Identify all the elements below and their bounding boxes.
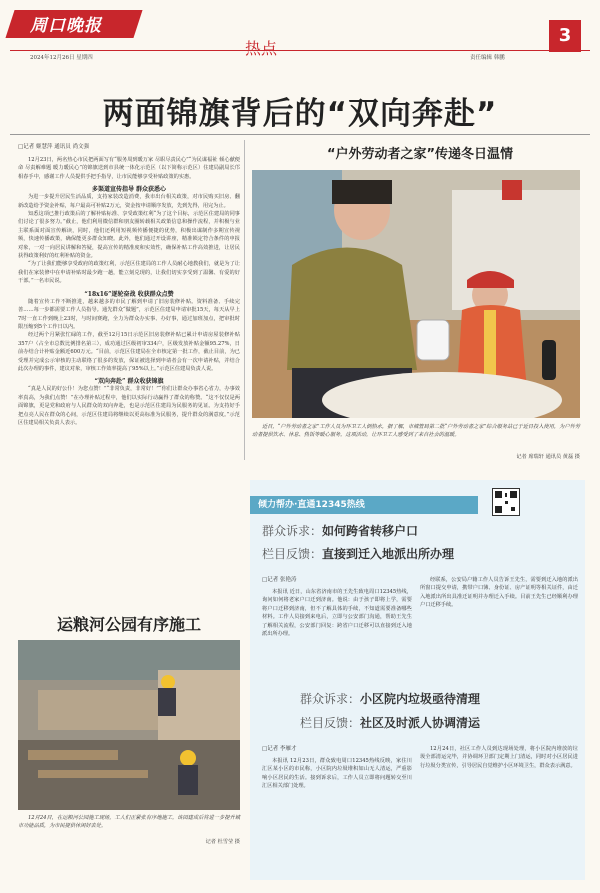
hotline-body-1: 本报讯 近日，山东省济南市的王先生致电周口12345热线，询问如何将老家户口迁到济南。他说：由于孩子即将上学，需要将户口迁移到济南，但不了解具体的手续，不知道需要准备哪些材料。工作人员接到来电后，立即与公安部门沟通，帮助王先生了解相关流程，公安部门回复：跨省户口迁移可以直接到迁入地派出所办理。 [262, 589, 412, 638]
left-article-para-5: 经过两个月紧张忙碌的工作，截至12月15日示范区旧房装修补贴已累计申请房屋装修补贴357户（占全市总数比例排名第三），成功通过区级初审334户，区级发放补贴金额95.27%，日前办结合计补贴金额近600万元。“目前，示范区住建局在全市核定第一批工作，截止目前，为已受理并完成公示审核的主动联络了很多的发放，保证被选择到申请者会有一次申请补贴，并结合此次办理的事件，建议对象，审核工作效率提高了95%以上。”示范区住建局负责人说。 [18, 332, 240, 372]
hotline-q2-appeal [300, 690, 480, 707]
hotline-q2-reply [300, 714, 480, 731]
hotline-body-2b: 12月24日，社区工作人员到达现场处理，将小区院内堆放的垃圾全部清运完毕，并协调环卫部门定期上门清运，同时对小区居民进行垃圾分类宣传，引导居民自觉维护小区环境卫生，群众表示满意。 [420, 746, 578, 769]
hotline-byline-1: □记者 张艳涛 [262, 577, 297, 583]
editor-line: 责任编辑 韩鹏 [470, 55, 505, 61]
qr-code-art [493, 489, 519, 515]
left-article-lead: 12月23日，两名热心市民把两面写有“服务周到暖万家 尽职尽责民心”“为民谋福祉 倾心献便命 尽责解难题 暖力暖民心”的锦旗送到市县统一体化示范区（以下简称示范区）住建局副局长邝相春手中，感谢工作人员提供手把手指导，让市民能够享受补贴政策的实惠。 [18, 157, 240, 180]
left-article-subhead-3: “双向奔赴” 群众收获锦旗 [94, 378, 164, 386]
right-article-subhead: “户外劳动者之家”传递冬日温情 [326, 147, 514, 162]
hotline-body-1b: 经联系，公安局户籍工作人员告诉王先生，需要到迁入地的派出所窗口提交申请，携带户口簿、身份证、房产证明等相关证件，由迁入地派出所出具准迁证明并办理迁入手续。目前王先生已经顺利办理户口迁移手续。 [420, 577, 578, 609]
hotline-banner: 倾力帮办·直通12345热线 [250, 496, 478, 514]
section-title: 热点 [245, 39, 278, 58]
warm-station-caption: 近日，“户外劳动者之家”工作人员为环卫工人倒热水，据了解，市城管局第二批“户外劳动者之家”综合服务站已于近日投入使用，为户外劳动者提供饮水、休息、热饭等暖心服务。这项活动，让环卫工人感受到了来自社会的温暖。 [252, 424, 580, 439]
hotline-byline-2: □记者 李雁才 [262, 746, 297, 752]
hotline-q1-reply [262, 545, 454, 562]
hotline-q1-appeal [262, 522, 418, 539]
left-article [18, 142, 240, 427]
park-caption: 12月24日，在运粮河公园施工现场，工人们正紧张有序地施工。该园建成后将进一步提升城市功能品质，为市民提供休闲好去处。 [18, 815, 240, 830]
left-article-byline: □记者 姬慧萍 通讯员 尚文强 [18, 144, 89, 150]
q2-appeal-label: 群众诉求： [300, 692, 361, 706]
page-number: 3 [549, 20, 581, 52]
left-article-para-1: 为进一步提升居民生活品质，支持家装改造消费，我市出台相关政策，对市民购买旧房、翻新改造给予资金补贴，每户最高可补贴2万元，资金按申请顺序发放，先到先得，用完为止。 [18, 194, 240, 209]
q2-reply-label: 栏目反馈： [300, 716, 361, 730]
hotline-panel [250, 480, 585, 880]
q1-reply-text: 直接到迁入地派出所办理 [322, 547, 455, 561]
park-credit: 记者 杜雪莹 摄 [205, 839, 240, 845]
warm-station-photo-art [252, 170, 580, 418]
left-article-subhead-1: 多渠道宣传指导 群众获悉心 [91, 186, 167, 194]
q2-appeal-text: 小区院内垃圾亟待清理 [360, 692, 481, 706]
masthead-rule [10, 50, 590, 51]
left-article-para-6: “真是人民的好公仆！为您点赞！”“非常负责，非常好！”“你们让群众办事省心省力，办事效率真高，为我们点赞！”在办理补贴过程中，他们以实际行动赢得了群众的称赞。“这不仅仅是两面锦旗，更是党和政府与人民群众的双向奔赴，也是示范区住建局为民服务的见证。为支持好手把点亮人民在群众的心间，示范区住建局将继续以更高标准为民服务，提升群众的满意度。”示范区住建局相关负责人表示。 [18, 386, 240, 426]
warm-station-credit: 记者 席瑞轩 通讯员 黄磊 摄 [516, 454, 580, 460]
left-article-para-3: “为了让我们能够享受政府的政策红利，示范区住建局的工作人员耐心地教我们，就是为了让我们在家装修中在申请补贴时最少跑一趟，能立刻兑现的，让我们切实享受到了温馨、有爱的好干部。”一名市民说。 [18, 261, 240, 285]
left-article-para-2: 知悉这项已推行政策后的了解补贴标准、享受政策红利“为了这个目标，示范区住建局的同事们讨论了很多努力。”截止，他们利用微信群和朋友圈转载相关政策信息和操作流程，并积极与业主联系面对面宣传解读，同时，他们还利用短视频传播便捷的优势，积极出谋制作多期宣传视频，快速传播政策，确保能更多群众知晓。此外，他们通过开设讲座，精准锁定符合条件的申报对象，一对一向居民讲解和答疑，提高宣传的精准度和实效性，确保补贴工作高效推进，让居民获得政策利好的红利补贴的资金。 [18, 211, 240, 260]
headline-rule [10, 134, 590, 135]
park-title: 运粮河公园有序施工 [56, 615, 201, 634]
warm-station-photo [252, 170, 580, 418]
left-article-subhead-2: “18x16”逐轮奋战 收获群众点赞 [84, 290, 174, 298]
park-construction-photo [18, 640, 240, 810]
q2-reply-text: 社区及时派人协调清运 [360, 716, 481, 730]
main-headline: 两面锦旗背后的“双向奔赴” [102, 96, 498, 132]
hotline-body-2: 本报讯 12月23日，群众致电周口12345热线反映，家住川汇区某小区的市民称，小区院内垃圾堆积如山无人清运，严重影响小区居民的生活。接到诉求后，工作人员立即将问题转交至川汇区相关部门处理。 [262, 758, 412, 790]
masthead-date: 2024年12月26日 星期四 [30, 55, 93, 61]
q1-appeal-text: 如何跨省转移户口 [322, 524, 419, 538]
left-article-para-4: 随着宣传工作不断推进，越来越多的市民了解到申请了旧房装修补贴。资料准备、手续完善……每一步都需要工作人员指导。通先群众“做题”，示范区住建局申请审批15天，每天从早上7时一直工作到晚上23时，与时间赛跑，全力为群众办实事、办好事，通过加班加点，把审批时限压缩到5个工作日以内。 [18, 298, 240, 330]
q1-appeal-label: 群众诉求： [262, 524, 323, 538]
q1-reply-label: 栏目反馈： [262, 547, 323, 561]
column-divider [244, 140, 245, 460]
qr-code-icon [492, 488, 520, 516]
park-construction-art [18, 640, 240, 810]
masthead-logo: 周口晚报 [30, 16, 102, 36]
